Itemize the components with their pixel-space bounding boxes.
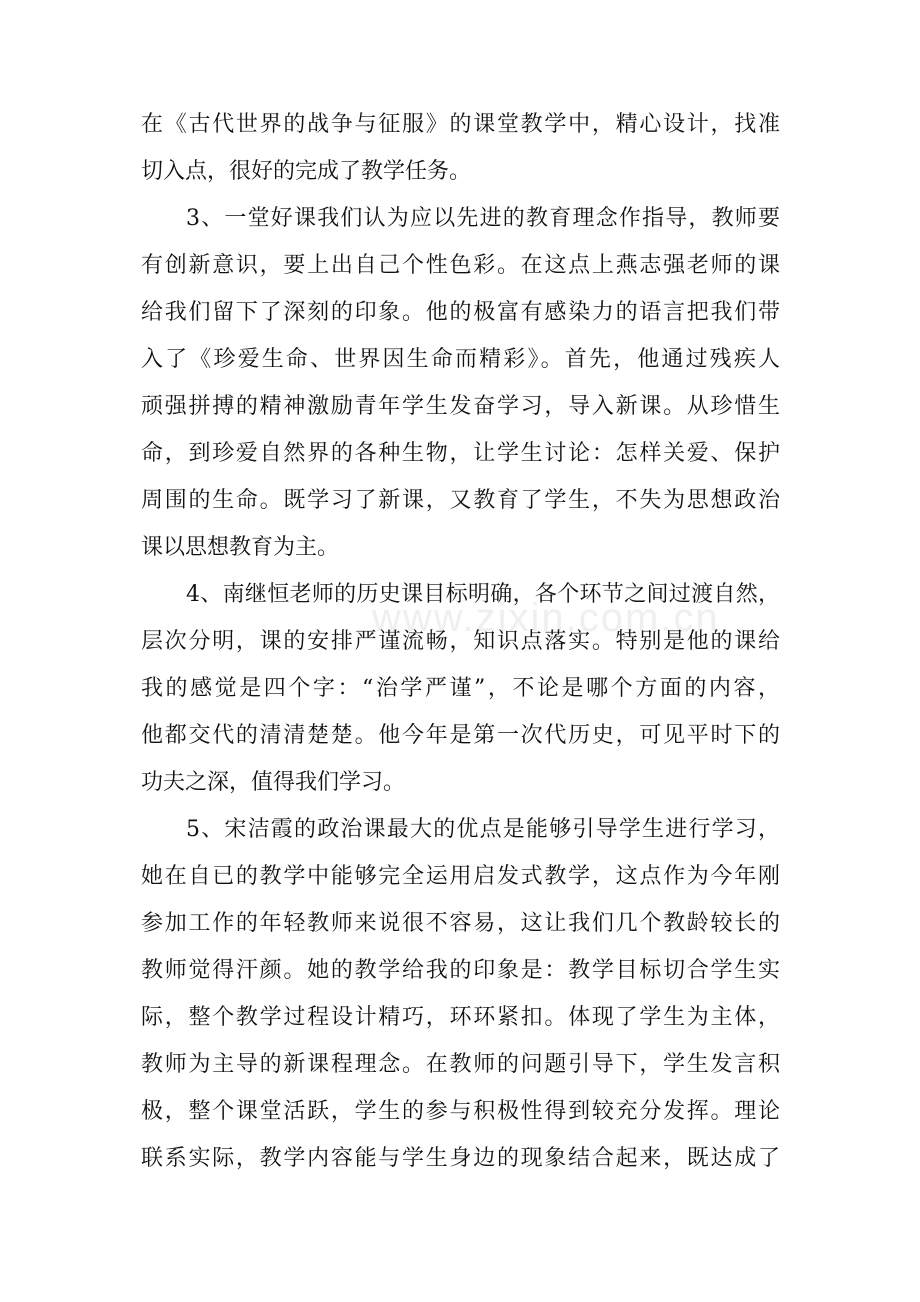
text-line bbox=[0, 293, 920, 333]
text-line bbox=[0, 199, 920, 239]
text-line bbox=[0, 387, 920, 427]
line-text: 切入点，很好的完成了教学任务。 bbox=[141, 159, 472, 184]
line-text: 3、一堂好课我们认为应以先进的教育理念作指导，教师要 bbox=[186, 206, 780, 231]
line-text: 入了《珍爱生命、世界因生命而精彩》。首先，他通过残疾人 bbox=[141, 347, 780, 372]
line-text: 他都交代的清清楚楚。他今年是第一次代历史，可见平时下的 bbox=[141, 723, 780, 748]
line-text: 她在自已的教学中能够完全运用启发式教学，这点作为今年刚 bbox=[141, 864, 780, 889]
text-line bbox=[0, 857, 920, 897]
text-line bbox=[0, 904, 920, 944]
text-line bbox=[0, 998, 920, 1038]
line-text: 我的感觉是四个字：“治学严谨”，不论是哪个方面的内容， bbox=[141, 676, 780, 701]
line-text: 极，整个课堂活跃，学生的参与积极性得到较充分发挥。理论 bbox=[141, 1099, 780, 1124]
line-text: 顽强拼搏的精神激励青年学生发奋学习，导入新课。从珍惜生 bbox=[141, 394, 780, 419]
watermark: www.zixin.com.cn bbox=[372, 596, 720, 640]
line-text: 功夫之深，值得我们学习。 bbox=[141, 770, 406, 795]
text-line bbox=[0, 152, 920, 192]
text-line bbox=[0, 622, 920, 662]
text-line bbox=[0, 575, 920, 615]
line-text: 给我们留下了深刻的印象。他的极富有感染力的语言把我们带 bbox=[141, 300, 780, 325]
text-line bbox=[0, 1045, 920, 1085]
line-text: 层次分明，课的安排严谨流畅，知识点落实。特别是他的课给 bbox=[141, 629, 780, 654]
line-text: 周围的生命。既学习了新课，又教育了学生，不失为思想政治 bbox=[141, 488, 780, 513]
text-line bbox=[0, 763, 920, 803]
line-text: 课以思想教育为主。 bbox=[141, 535, 340, 560]
line-text: 参加工作的年轻教师来说很不容易，这让我们几个教龄较长的 bbox=[141, 911, 780, 936]
line-text: 命，到珍爱自然界的各种生物，让学生讨论：怎样关爱、保护 bbox=[141, 441, 780, 466]
text-line bbox=[0, 105, 920, 145]
line-text: 4、南继恒老师的历史课目标明确，各个环节之间过渡自然， bbox=[186, 582, 780, 607]
line-text: 教师觉得汗颜。她的教学给我的印象是：教学目标切合学生实 bbox=[141, 958, 780, 983]
text-line bbox=[0, 951, 920, 991]
text-line bbox=[0, 481, 920, 521]
line-text: 教师为主导的新课程理念。在教师的问题引导下，学生发言积 bbox=[141, 1052, 780, 1077]
line-text: 在《古代世界的战争与征服》的课堂教学中，精心设计，找准 bbox=[141, 112, 780, 137]
text-line bbox=[0, 810, 920, 850]
text-line bbox=[0, 434, 920, 474]
text-line bbox=[0, 1092, 920, 1132]
text-line bbox=[0, 340, 920, 380]
text-line bbox=[0, 669, 920, 709]
text-line bbox=[0, 246, 920, 286]
line-text: 5、宋洁霞的政治课最大的优点是能够引导学生进行学习， bbox=[186, 817, 780, 842]
text-line bbox=[0, 528, 920, 568]
line-text: 际，整个教学过程设计精巧，环环紧扣。体现了学生为主体， bbox=[141, 1005, 780, 1030]
text-line bbox=[0, 716, 920, 756]
line-text: 联系实际，教学内容能与学生身边的现象结合起来，既达成了 bbox=[141, 1146, 780, 1171]
line-text: 有创新意识，要上出自己个性色彩。在这点上燕志强老师的课 bbox=[141, 253, 780, 278]
text-line bbox=[0, 1139, 920, 1179]
